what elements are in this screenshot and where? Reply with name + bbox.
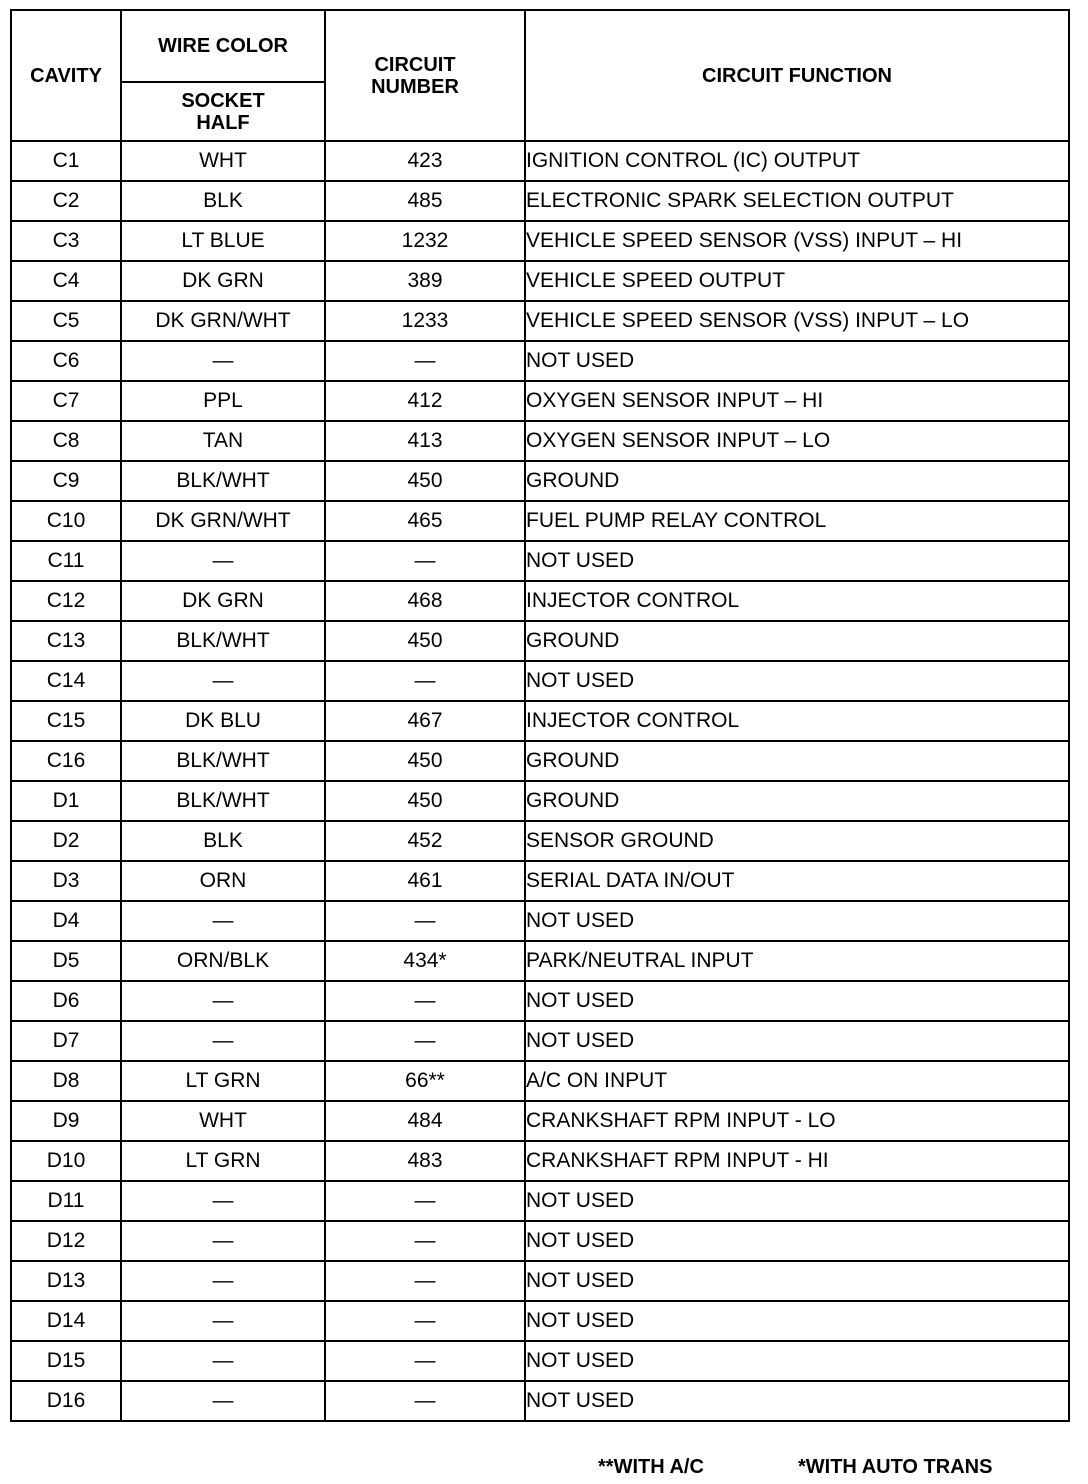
cell-circuit-function: A/C ON INPUT [525,1061,1069,1101]
cell-circuit-number: — [325,1021,525,1061]
cell-circuit-number: — [325,901,525,941]
cell-cavity: C12 [11,581,121,621]
cell-circuit-number: — [325,541,525,581]
cell-cavity: C5 [11,301,121,341]
cell-wire-color: DK GRN [121,581,325,621]
cell-wire-color: BLK/WHT [121,781,325,821]
table-row [11,1181,1069,1221]
cell-circuit-function: NOT USED [525,661,1069,701]
table-row [11,821,1069,861]
cell-cavity: D9 [11,1101,121,1141]
cell-wire-color: BLK/WHT [121,621,325,661]
cell-wire-color: WHT [121,1101,325,1141]
cell-wire-color: — [121,1301,325,1341]
cell-cavity: D6 [11,981,121,1021]
cell-circuit-function: NOT USED [525,1341,1069,1381]
cell-circuit-number: — [325,1341,525,1381]
table-row [11,301,1069,341]
table-row [11,861,1069,901]
cell-wire-color: BLK [121,181,325,221]
cell-circuit-number: 452 [325,821,525,861]
cell-circuit-function: FUEL PUMP RELAY CONTROL [525,501,1069,541]
cell-circuit-number: — [325,1181,525,1221]
cell-wire-color: — [121,541,325,581]
cell-circuit-function: GROUND [525,461,1069,501]
cell-circuit-number: — [325,1221,525,1261]
cell-cavity: C1 [11,141,121,181]
cell-circuit-function: OXYGEN SENSOR INPUT – HI [525,381,1069,421]
table-row [11,1301,1069,1341]
cell-circuit-function: VEHICLE SPEED SENSOR (VSS) INPUT – LO [525,301,1069,341]
cell-wire-color: — [121,1381,325,1421]
cell-cavity: D5 [11,941,121,981]
cell-wire-color: — [121,661,325,701]
header-socket-half [121,82,325,141]
cell-wire-color: LT BLUE [121,221,325,261]
table-row [11,1261,1069,1301]
cell-circuit-function: NOT USED [525,1381,1069,1421]
connector-pinout-sheet [10,9,1068,1422]
cell-wire-color: ORN/BLK [121,941,325,981]
cell-cavity: D13 [11,1261,121,1301]
table-row [11,781,1069,821]
cell-circuit-function: PARK/NEUTRAL INPUT [525,941,1069,981]
cell-cavity: C7 [11,381,121,421]
cell-circuit-function: VEHICLE SPEED OUTPUT [525,261,1069,301]
cell-circuit-number: 450 [325,741,525,781]
table-header [11,10,1069,141]
cell-cavity: C6 [11,341,121,381]
cell-circuit-function: IGNITION CONTROL (IC) OUTPUT [525,141,1069,181]
footnote-with-ac: **WITH A/C [598,1456,704,1478]
cell-cavity: D4 [11,901,121,941]
cell-circuit-number: — [325,1381,525,1421]
cell-cavity: C14 [11,661,121,701]
cell-circuit-function: GROUND [525,621,1069,661]
table-row [11,621,1069,661]
cell-cavity: C10 [11,501,121,541]
table-row [11,1141,1069,1181]
cell-circuit-function: GROUND [525,781,1069,821]
header-circuit-function: CIRCUIT FUNCTION [525,10,1069,141]
table-row [11,381,1069,421]
table-row [11,581,1069,621]
table-row [11,501,1069,541]
cell-circuit-number: 450 [325,621,525,661]
cell-wire-color: TAN [121,421,325,461]
cell-wire-color: — [121,1181,325,1221]
cell-circuit-function: VEHICLE SPEED SENSOR (VSS) INPUT – HI [525,221,1069,261]
cell-cavity: C13 [11,621,121,661]
cell-circuit-number: 483 [325,1141,525,1181]
table-row [11,1341,1069,1381]
cell-circuit-function: NOT USED [525,1181,1069,1221]
cell-wire-color: BLK/WHT [121,461,325,501]
cell-cavity: C4 [11,261,121,301]
header-circuit-number-text: CIRCUIT NUMBER [371,53,459,98]
table-row [11,141,1069,181]
table-row [11,1221,1069,1261]
cell-circuit-number: — [325,1301,525,1341]
table-row [11,981,1069,1021]
cell-circuit-number: 412 [325,381,525,421]
table-row [11,741,1069,781]
footnote-with-auto-trans: *WITH AUTO TRANS [798,1456,993,1478]
cell-wire-color: BLK [121,821,325,861]
table-body [11,141,1069,1421]
table-row [11,1101,1069,1141]
cell-circuit-number: 485 [325,181,525,221]
cell-circuit-number: 1233 [325,301,525,341]
header-cavity: CAVITY [11,10,121,141]
table-row [11,181,1069,221]
cell-circuit-number: 423 [325,141,525,181]
table-row [11,221,1069,261]
cell-circuit-number: 450 [325,461,525,501]
cell-wire-color: — [121,341,325,381]
cell-cavity: C16 [11,741,121,781]
cell-cavity: D14 [11,1301,121,1341]
cell-cavity: C11 [11,541,121,581]
cell-cavity: D12 [11,1221,121,1261]
cell-cavity: C9 [11,461,121,501]
cell-wire-color: ORN [121,861,325,901]
cell-wire-color: — [121,1261,325,1301]
table-row [11,1021,1069,1061]
cell-cavity: D1 [11,781,121,821]
footnotes [0,1456,1088,1482]
cell-circuit-number: 434* [325,941,525,981]
cell-circuit-number: 468 [325,581,525,621]
table-row [11,261,1069,301]
table-row [11,701,1069,741]
cell-cavity: D2 [11,821,121,861]
cell-circuit-function: SERIAL DATA IN/OUT [525,861,1069,901]
cell-circuit-number: — [325,1261,525,1301]
cell-wire-color: DK GRN/WHT [121,501,325,541]
cell-circuit-number: 467 [325,701,525,741]
cell-wire-color: — [121,1221,325,1261]
connector-pinout-table [10,9,1070,1422]
cell-cavity: D15 [11,1341,121,1381]
cell-cavity: D3 [11,861,121,901]
table-row [11,901,1069,941]
table-row [11,941,1069,981]
cell-circuit-number: — [325,981,525,1021]
cell-circuit-number: 413 [325,421,525,461]
table-row [11,661,1069,701]
cell-cavity: D8 [11,1061,121,1101]
cell-cavity: C15 [11,701,121,741]
cell-cavity: C2 [11,181,121,221]
table-row [11,541,1069,581]
cell-circuit-number: 450 [325,781,525,821]
cell-wire-color: — [121,901,325,941]
cell-wire-color: — [121,981,325,1021]
cell-circuit-number: 461 [325,861,525,901]
cell-wire-color: WHT [121,141,325,181]
cell-wire-color: — [121,1021,325,1061]
cell-circuit-function: GROUND [525,741,1069,781]
cell-wire-color: — [121,1341,325,1381]
cell-circuit-number: 484 [325,1101,525,1141]
table-row [11,1381,1069,1421]
cell-circuit-function: NOT USED [525,981,1069,1021]
cell-circuit-function: OXYGEN SENSOR INPUT – LO [525,421,1069,461]
cell-circuit-function: INJECTOR CONTROL [525,581,1069,621]
header-socket-half-text: SOCKET HALF [181,89,265,134]
cell-wire-color: LT GRN [121,1061,325,1101]
cell-circuit-function: NOT USED [525,1261,1069,1301]
cell-circuit-function: ELECTRONIC SPARK SELECTION OUTPUT [525,181,1069,221]
cell-cavity: D7 [11,1021,121,1061]
cell-circuit-number: 66** [325,1061,525,1101]
cell-circuit-number: 465 [325,501,525,541]
cell-cavity: D16 [11,1381,121,1421]
cell-circuit-function: NOT USED [525,1221,1069,1261]
cell-cavity: C3 [11,221,121,261]
cell-wire-color: PPL [121,381,325,421]
cell-cavity: D10 [11,1141,121,1181]
table-row [11,421,1069,461]
cell-circuit-function: CRANKSHAFT RPM INPUT - LO [525,1101,1069,1141]
cell-circuit-number: — [325,661,525,701]
table-row [11,1061,1069,1101]
header-circuit-number [325,10,525,141]
cell-circuit-function: NOT USED [525,341,1069,381]
cell-circuit-function: NOT USED [525,901,1069,941]
cell-circuit-number: 389 [325,261,525,301]
cell-circuit-function: NOT USED [525,1301,1069,1341]
cell-wire-color: DK GRN/WHT [121,301,325,341]
cell-wire-color: DK BLU [121,701,325,741]
table-row [11,461,1069,501]
cell-cavity: D11 [11,1181,121,1221]
cell-circuit-function: NOT USED [525,1021,1069,1061]
cell-circuit-number: — [325,341,525,381]
table-row [11,341,1069,381]
cell-circuit-function: NOT USED [525,541,1069,581]
cell-wire-color: LT GRN [121,1141,325,1181]
cell-circuit-function: CRANKSHAFT RPM INPUT - HI [525,1141,1069,1181]
cell-circuit-number: 1232 [325,221,525,261]
cell-wire-color: BLK/WHT [121,741,325,781]
cell-circuit-function: SENSOR GROUND [525,821,1069,861]
header-wire-color: WIRE COLOR [121,10,325,82]
cell-wire-color: DK GRN [121,261,325,301]
cell-cavity: C8 [11,421,121,461]
cell-circuit-function: INJECTOR CONTROL [525,701,1069,741]
